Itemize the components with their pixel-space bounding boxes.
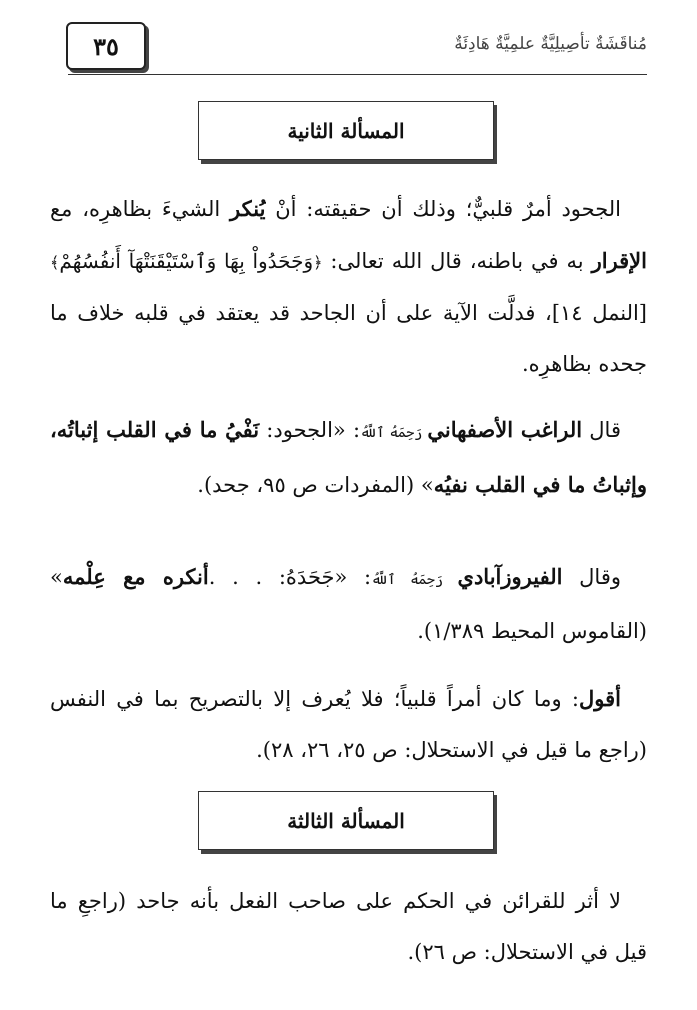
section-heading-second-issue xyxy=(198,101,494,160)
bold-quote: نَفْيُ ما في القلب إثباتُه، وإثباتُ ما في القلب نفيُه xyxy=(50,417,647,497)
paragraph-raghib-quote: قال الراغب الأصفهاني رَحِمَهُ ٱللَّهُ: «الجحود: نَفْيُ ما في القلب إثباتُه، وإثباتُ ما في القلب نفيُه» (المفردات ص ٩٥، جحد). xyxy=(50,417,647,497)
honorific: رَحِمَهُ ٱللَّهُ xyxy=(360,425,428,441)
section-heading-third-issue xyxy=(198,791,494,850)
quran-open-bracket: ﴿ xyxy=(313,253,323,272)
paragraph-denial-definition: الجحود أمرٌ قلبيٌّ؛ وذلك أن حقيقته: أنْ يُنكر الشيءَ بظاهرِه، مع الإقرار به في باطنه، قال الله تعالى: ﴿وَجَحَدُواْ بِهَا وَٱسْتَيْقَنَتْهَآ أَنفُسُهُمْ﴾ [النمل ١٤]، فدلَّت الآية على أن الجاحد قد يعتقد في قلبه خلاف ما جحده بظاهرِه. xyxy=(50,196,647,376)
quran-close-bracket: ﴾ xyxy=(50,253,60,272)
scholar-name: الفيروزآبادي xyxy=(457,564,563,589)
paragraph-third-issue: لا أثر للقرائن في الحكم على صاحب الفعل بأنه جاحد (راجعِ ما قيل في الاستحلال: ص ٢٦). xyxy=(50,889,647,964)
bold-term: أقول xyxy=(579,686,621,711)
bold-term: يُنكر xyxy=(230,196,266,221)
section-title: المسألة الثانية xyxy=(287,118,405,143)
paragraph-author-comment: أقول: وما كان أمراً قلبياً؛ فلا يُعرف إلا بالتصريح بما في النفس (راجع ما قيل في الاستحلال: ص ٢٥، ٢٦، ٢٨). xyxy=(50,686,647,762)
paragraph-fayruzabadi-quote: وقال الفيروزآبادي رَحِمَهُ ٱللَّهُ: «جَحَدَهُ: . . .أنكره مع عِلْمه» (القاموس المحيط ١/٣٨٩). xyxy=(50,564,647,643)
bold-term: الإقرار xyxy=(591,248,647,273)
scholar-name: الراغب الأصفهاني xyxy=(427,417,583,442)
bold-quote: أنكره مع عِلْمه xyxy=(62,564,209,589)
section-title: المسألة الثالثة xyxy=(287,808,405,833)
honorific: رَحِمَهُ ٱللَّهُ xyxy=(371,572,458,588)
header-rule xyxy=(68,74,647,75)
running-title: مُناقَشَةٌ تأصِيلِيَّةٌ علمِيَّةٌ هَادِئَةٌ xyxy=(454,34,647,54)
quran-verse: وَجَحَدُواْ بِهَا وَٱسْتَيْقَنَتْهَآ أَنفُسُهُمْ xyxy=(59,249,314,273)
page-number-box xyxy=(66,22,146,70)
page-number: ٣٥ xyxy=(93,31,119,61)
